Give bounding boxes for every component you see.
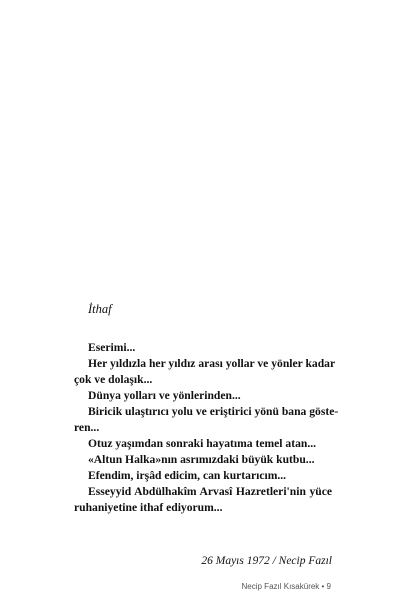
page-footer: Necip Fazıl Kısakürek • 9 (241, 582, 331, 591)
dedication-line: Esseyyid Abdülhakîm Arvasî Hazretleri'nin yüce (88, 485, 332, 498)
dedication-line: ruhaniyetine ithaf ediyorum... (74, 501, 223, 514)
dedication-line: Eserimi... (88, 341, 136, 354)
dedication-line: Otuz yaşımdan sonraki hayatıma temel atan... (88, 437, 317, 450)
dedication-line: çok ve dolaşık... (74, 373, 153, 386)
dedication-heading: İthaf (88, 302, 112, 316)
dedication-line: Efendim, irşâd edicim, can kurtarıcım... (88, 469, 287, 482)
dedication-line: Dünya yolları ve yönlerinden... (88, 389, 241, 402)
dedication-line: Biricik ulaştırıcı yolu ve eriştirici yönü bana göste- (88, 405, 339, 418)
dedication-line: «Altun Halka»nın asrımızdaki büyük kutbu... (88, 453, 315, 466)
dedication-line: Her yıldızla her yıldız arası yollar ve yönler kadar (88, 357, 336, 370)
date-signature: 26 Mayıs 1972 / Necip Fazıl (201, 555, 332, 567)
dedication-text (74, 340, 339, 516)
dedication-line: ren... (74, 421, 100, 434)
